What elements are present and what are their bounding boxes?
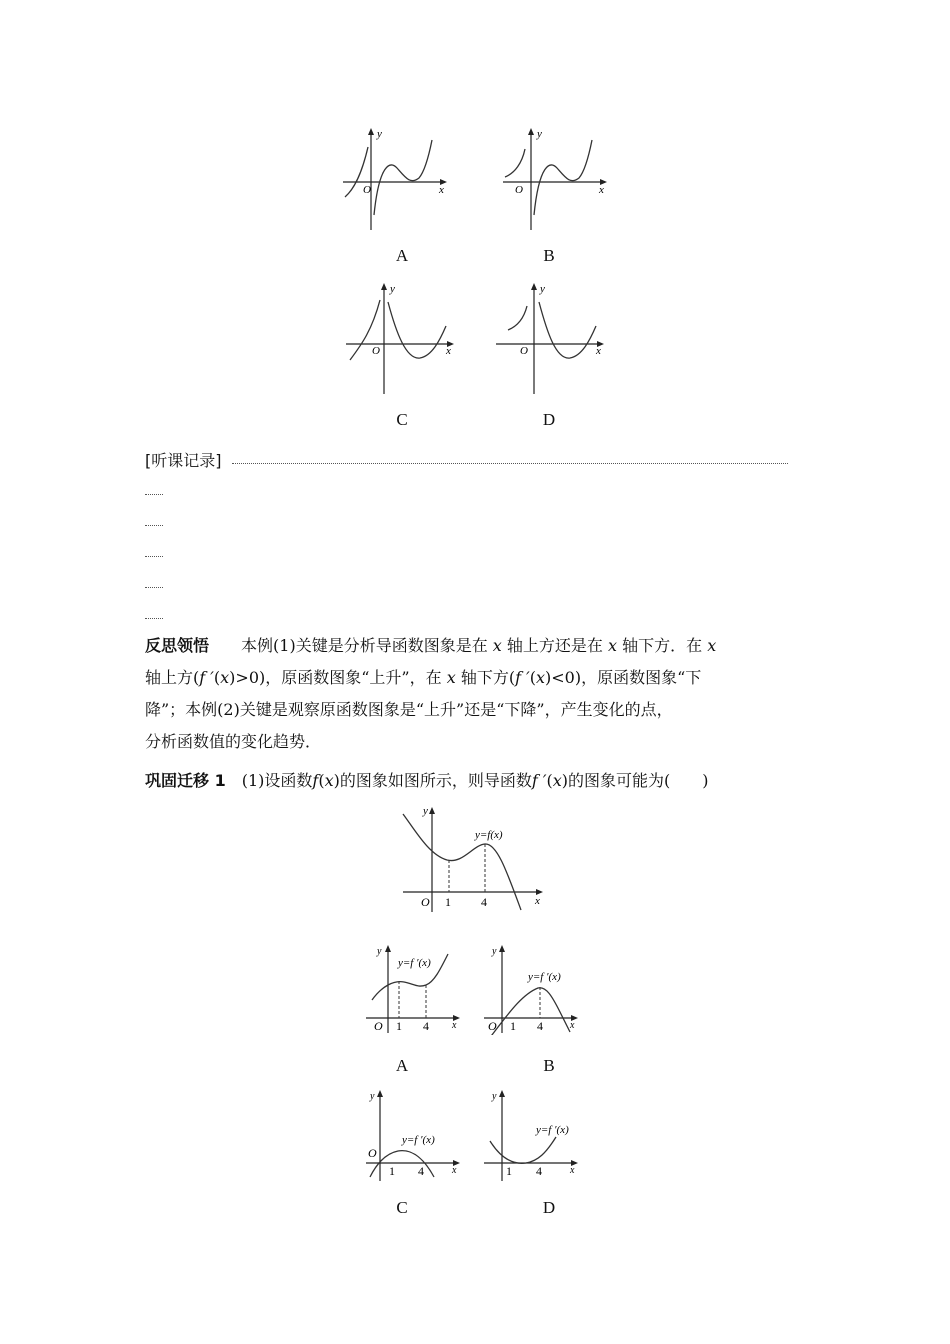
derivative-graph-d [480, 1085, 585, 1185]
top-graph-c [340, 280, 460, 398]
curve-label: y=f(x) [475, 829, 503, 841]
y-axis-label: y [540, 283, 545, 295]
tick-4-label: 4 [537, 1019, 543, 1033]
text: x [552, 771, 562, 790]
top-graph-a [335, 125, 455, 235]
curve-label: y=f ′(x) [402, 1134, 435, 1146]
text: x [446, 668, 456, 687]
notes-line[interactable] [145, 556, 163, 557]
derivative-graph-b [480, 940, 585, 1035]
curve-label: y=f ′(x) [398, 957, 431, 969]
notes-line[interactable] [145, 618, 163, 619]
text: 轴下方( [460, 668, 516, 687]
option-label-d: D [542, 1198, 556, 1217]
notes-line[interactable] [145, 587, 163, 588]
y-axis-label: y [377, 946, 382, 957]
tick-1-label: 1 [506, 1164, 512, 1178]
y-axis-label: y [537, 128, 542, 140]
origin-label: O [363, 184, 371, 196]
option-label-a: A [395, 1056, 409, 1075]
origin-label: O [368, 1146, 377, 1160]
option-label-d: D [542, 410, 556, 429]
origin-label: O [515, 184, 523, 196]
text: )的图象可能为( ) [561, 771, 709, 790]
notes-line[interactable] [232, 463, 788, 464]
text: f ′ [531, 771, 547, 790]
text: ( [529, 668, 536, 687]
x-axis-label: x [446, 345, 451, 357]
text: 轴上方还是在 [506, 636, 603, 655]
option-label-a: A [395, 246, 409, 265]
x-axis-label: x [439, 184, 444, 196]
y-axis-label: y [370, 1091, 375, 1102]
origin-label: O [520, 345, 528, 357]
notes-title: [听课记录] [145, 451, 222, 470]
text: x [492, 636, 502, 655]
tick-4-label: 4 [423, 1019, 429, 1033]
text: (1)设函数 [241, 771, 313, 790]
main-function-graph [395, 800, 555, 915]
derivative-graph-a [362, 940, 467, 1035]
text: )<0)，原函数图象“下 [545, 668, 702, 687]
text: x [535, 668, 545, 687]
origin-label: O [374, 1019, 383, 1033]
curve-label: y=f ′(x) [528, 971, 561, 983]
origin-label: O [372, 345, 380, 357]
x-axis-label: x [452, 1165, 457, 1176]
exercise-line [145, 765, 709, 797]
top-graph-b [495, 125, 615, 235]
origin-label: O [421, 895, 430, 909]
tick-4-label: 4 [536, 1164, 542, 1178]
y-axis-label: y [377, 128, 382, 140]
x-axis-label: x [452, 1020, 457, 1031]
tick-1-label: 1 [389, 1164, 395, 1178]
y-axis-label: y [423, 805, 428, 817]
exercise-heading: 巩固迁移 1 [145, 771, 226, 790]
y-axis-label: y [492, 1091, 497, 1102]
text: f [312, 771, 319, 790]
origin-label: O [488, 1019, 497, 1033]
option-label-c: C [396, 1198, 408, 1217]
text: 本例(1)关键是分析导函数图象是在 [241, 636, 488, 655]
tick-1-label: 1 [396, 1019, 402, 1033]
top-graph-d [490, 280, 610, 398]
text: )>0)，原函数图象“上升”，在 [229, 668, 442, 687]
reflection-line-2 [145, 662, 701, 694]
text: x [220, 668, 230, 687]
curve-label: y=f ′(x) [536, 1124, 569, 1136]
text: x [707, 636, 717, 655]
tick-4-label: 4 [418, 1164, 424, 1178]
reflection-line-4: 分析函数值的变化趋势． [145, 732, 322, 751]
x-axis-label: x [596, 345, 601, 357]
x-axis-label: x [570, 1165, 575, 1176]
text: 轴上方( [145, 668, 200, 687]
text: x [324, 771, 334, 790]
notes-line[interactable] [145, 525, 163, 526]
x-axis-label: x [570, 1020, 575, 1031]
text: f ′ [515, 668, 530, 687]
reflection-line-3: 降”；本例(2)关键是观察原函数图象是“上升”还是“下降”，产生变化的点， [145, 700, 673, 719]
option-label-b: B [543, 246, 555, 265]
tick-1-label: 1 [510, 1019, 516, 1033]
x-axis-label: x [599, 184, 604, 196]
y-axis-label: y [390, 283, 395, 295]
y-axis-label: y [492, 946, 497, 957]
text: )的图象如图所示，则导函数 [333, 771, 532, 790]
text: ( [213, 668, 221, 687]
text: f ′ [199, 668, 214, 687]
reflection-heading: 反思领悟 [145, 636, 210, 655]
text: ( [546, 771, 553, 790]
option-label-b: B [543, 1056, 555, 1075]
notes-line[interactable] [145, 494, 163, 495]
reflection-line-1 [145, 630, 716, 662]
text: 轴下方．在 [622, 636, 703, 655]
x-axis-label: x [535, 895, 540, 907]
option-label-c: C [396, 410, 408, 429]
text: x [608, 636, 618, 655]
text: ( [318, 771, 325, 790]
tick-1-label: 1 [445, 895, 451, 909]
tick-4-label: 4 [481, 895, 487, 909]
derivative-graph-c [362, 1085, 467, 1185]
